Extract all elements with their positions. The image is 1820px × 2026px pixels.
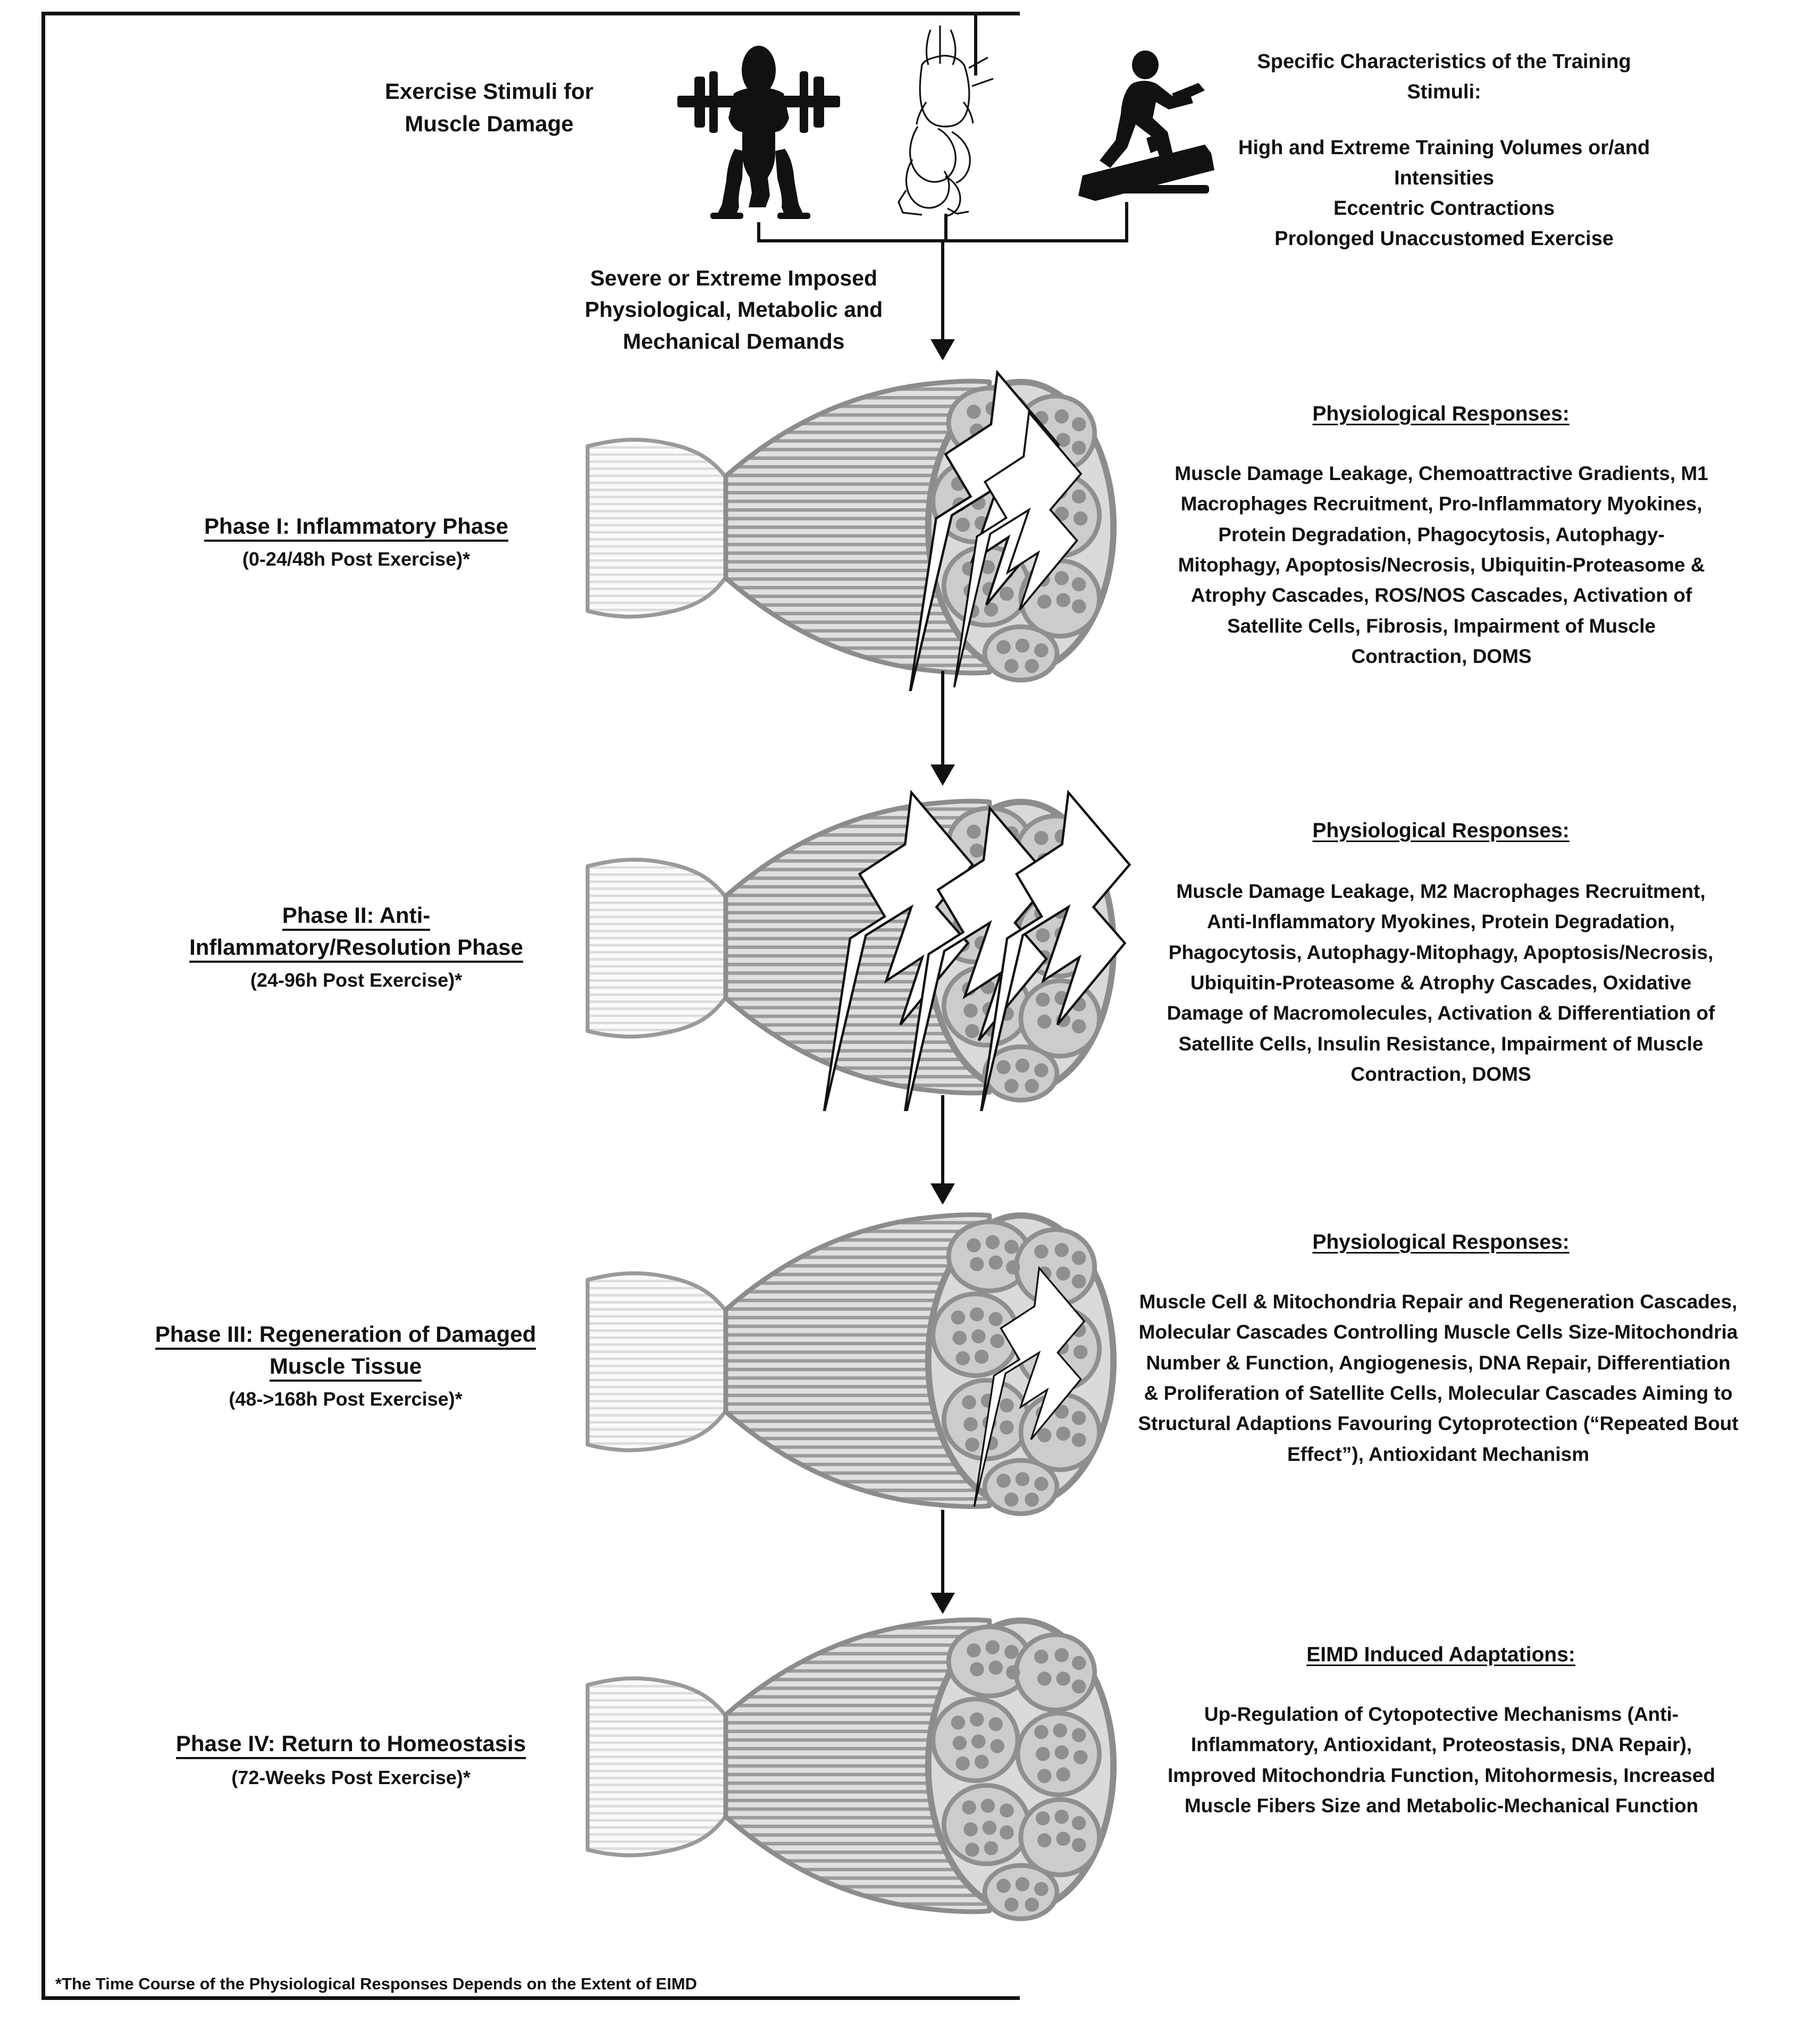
top-frame-connector [41,12,977,15]
phase-1-responses-header-text: Physiological Responses: [1312,402,1570,425]
treadmill-icon-stem [1125,202,1128,241]
imposed-demands-text [548,263,920,357]
phase-1-to-2-arrow-shaft [941,671,944,772]
phase-1-responses-body: Muscle Damage Leakage, Chemoattractive Gradients, M1 Macrophages Recruitment, Pro-Inflammatory Myokines, Protein Degradation, Phagocytosis, Autophagy-Mitophagy, Apoptosis/Necrosis, Ubiquitin-Proteasome & Atrophy Cascades, ROS/NOS Cascades, Activation of Satellite Cells, Fibrosis, Impairment of Muscle Contraction, DOMS [1175,463,1708,668]
phase-3-title-line: Phase III: Regeneration of Damaged [155,1322,536,1350]
phase-1-title-line: Phase I: Inflammatory Phase [204,514,508,542]
phase-4-title-line: Phase IV: Return to Homeostasis [176,1731,526,1759]
leg-press-machine-icon [889,22,1001,219]
phase-2-title-line: Phase II: Anti- [282,903,430,931]
exercise-stimuli-title-line2: Muscle Damage [405,111,574,136]
leg-press-icon-stem [944,214,947,241]
stimuli-item: Intensities [1394,167,1494,189]
merge-to-demands-arrowhead [927,338,958,362]
phase-2-title [106,899,606,963]
phase-1-responses-header [1164,400,1717,429]
stimuli-item: High and Extreme Training Volumes or/and [1238,137,1650,159]
stimuli-characteristics-list [1189,133,1699,254]
phase-3-responses-header [1143,1228,1739,1257]
phase-2-muscle-illustration [532,781,1180,1111]
phase-3-responses-body: Muscle Cell & Mitochondria Repair and Regeneration Cascades, Molecular Cascades Controlling Muscle Cells Size-Mitochondria Number & Function, Angiogenesis, DNA Repair, Differentiation & Proliferation of Satellite Cells, Molecular Cascades Aiming to Structural Adaptions Favouring Cytoprotection (“Repeated Bout Effect”), Antioxidant Mechanism [1138,1291,1739,1465]
phase-1-title [106,510,606,542]
phase-4-time: (72-Weeks Post Exercise)* [231,1767,471,1788]
demands-line2: Physiological, Metabolic and [584,297,883,322]
phase-3-time: (48->168h Post Exercise)* [229,1388,463,1410]
phase-1-muscle-illustration [532,362,1180,691]
phase-2-responses-body: Muscle Damage Leakage, M2 Macrophages Recruitment, Anti-Inflammatory Myokines, Protein Degradation, Phagocytosis, Autophagy-Mitophagy, Apoptosis/Necrosis, Ubiquitin-Proteasome & Atrophy Cascades, Oxidative Damage of Macromolecules, Activation & Differentiation of Satellite Cells, Insulin Resistance, Impairment of Muscle Contraction, DOMS [1167,880,1715,1086]
exercise-stimuli-title [340,75,638,140]
stimuli-characteristics-title-line2: Stimuli: [1407,81,1481,103]
phase-4-responses-header-text: EIMD Induced Adaptations: [1306,1643,1575,1666]
demands-line1: Severe or Extreme Imposed [590,266,878,290]
footnote: *The Time Course of the Physiological Responses Depends on the Extent of EIMD [55,1974,697,1993]
phase-4-responses-body: Up-Regulation of Cytopotective Mechanisms (Anti-Inflammatory, Antioxidant, Proteostasis, DNA Repair), Improved Mitochondria Function, Mitohormesis, Increased Muscle Fibers Size and Metabolic-Mechanical Function [1168,1703,1715,1817]
exercise-stimuli-title-line1: Exercise Stimuli for [384,79,594,104]
squat-icon-stem [757,222,760,241]
stimuli-characteristics-title [1189,47,1699,107]
stimuli-item: Eccentric Contractions [1333,197,1555,220]
phase-2-responses-header-text: Physiological Responses: [1312,819,1570,842]
merge-to-demands-arrow-shaft [941,239,944,346]
phase-1-time: (0-24/48h Post Exercise)* [242,548,471,570]
barbell-squat-athlete-icon [671,38,846,219]
phase-2-title-line: Inflammatory/Resolution Phase [189,935,523,963]
phase-2-time: (24-96h Post Exercise)* [250,969,463,991]
phase-4-muscle-illustration [532,1600,1180,1930]
phase-4-title [96,1728,606,1760]
stimuli-item: Prolonged Unaccustomed Exercise [1274,228,1614,250]
phase-3-responses-header-text: Physiological Responses: [1312,1231,1570,1254]
phase-2-responses-header [1164,817,1717,846]
top-connector-down [974,12,977,75]
phase-2-to-3-arrow-shaft [941,1095,944,1191]
demands-line3: Mechanical Demands [623,329,845,354]
phase-4-responses-header [1164,1641,1717,1670]
phase-3-title-line: Muscle Tissue [270,1354,422,1382]
stimuli-characteristics-title-line1: Specific Characteristics of the Training [1257,51,1631,73]
phase-3-muscle-illustration [532,1195,1180,1525]
phase-3-to-4-arrow-shaft [941,1510,944,1600]
